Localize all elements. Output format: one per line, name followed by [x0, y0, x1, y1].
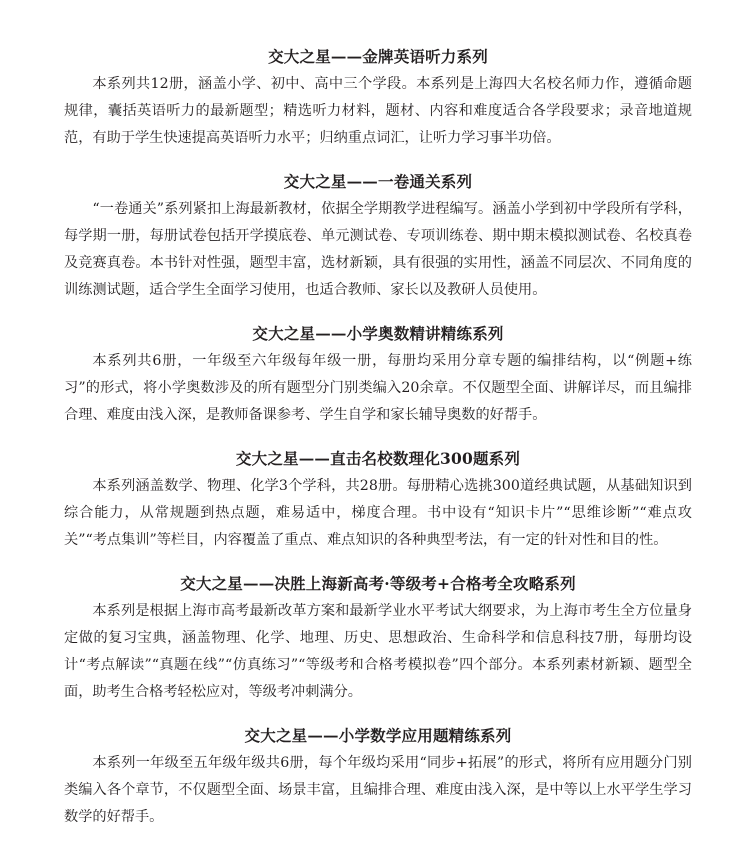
series-description: “一卷通关”系列紧扣上海最新教材，依据全学期教学进程编写。涵盖小学到初中学段所有学科，每学期一册，每册试卷包括开学摸底卷、单元测试卷、专项训练卷、期中期末模拟测试卷、名校真卷及竞赛真卷。本书针对性强，题型丰富，选材新颖，具有很强的实用性，涵盖不同层次、不同角度的训练测试题，适合学生全面学习使用，也适合教师、家长以及教研人员使用。	[64, 201, 692, 298]
series-description: 本系列一年级至五年级年级共6册，每个年级均采用“同步+拓展”的形式，将所有应用题分门别类编入各个章节，不仅题型全面、场景丰富，且编排合理、难度由浅入深，是中等以上水平学生学习数学的好帮手。	[64, 755, 692, 825]
series-title: 交大之星——一卷通关系列	[283, 172, 473, 191]
series-section-gaokao-strategy	[64, 573, 692, 706]
series-section-word-problems	[64, 725, 692, 831]
series-description: 本系列是根据上海市高考最新改革方案和最新学业水平考试大纲要求，为上海市考生全方位量身定做的复习宝典，涵盖物理、化学、地理、历史、思想政治、生命科学和信息科技7册，每册均设计“考点解读”“真题在线”“仿真练习”“等级考和合格考模拟卷”四个部分。本系列素材新颖、题型全面，助考生合格考轻松应对，等级考冲刺满分。	[64, 603, 692, 700]
series-section-english-listening	[64, 46, 692, 152]
series-title: 交大之星——决胜上海新高考·等级考+合格考全攻略系列	[180, 574, 576, 593]
series-title: 交大之星——小学数学应用题精练系列	[244, 726, 512, 745]
book-series-catalog	[64, 46, 692, 850]
series-description: 本系列共6册，一年级至六年级每年级一册，每册均采用分章专题的编排结构，以“例题+练习”的形式，将小学奥数涉及的所有题型分门别类编入20余章。不仅题型全面、讲解详尽，而且编排合理、难度由浅入深，是教师备课参考、学生自学和家长辅导奥数的好帮手。	[64, 353, 692, 423]
series-title: 交大之星——小学奥数精讲精练系列	[252, 324, 504, 343]
series-section-one-paper-pass	[64, 171, 692, 304]
series-section-olympiad-math	[64, 323, 692, 429]
series-description: 本系列共12册，涵盖小学、初中、高中三个学段。本系列是上海四大名校名师力作，遵循命题规律，囊括英语听力的最新题型；精选听力材料，题材、内容和难度适合各学段要求；录音地道规范，有助于学生快速提高英语听力水平；归纳重点词汇，让听力学习事半功倍。	[64, 76, 692, 146]
series-title: 交大之星——直击名校数理化300题系列	[235, 449, 521, 468]
series-section-300-problems	[64, 448, 692, 554]
series-title: 交大之星——金牌英语听力系列	[268, 47, 488, 66]
series-description: 本系列涵盖数学、物理、化学3个学科，共28册。每册精心选挑300道经典试题，从基础知识到综合能力，从常规题到热点题，难易适中，梯度合理。书中设有“知识卡片”“思维诊断”“难点攻关”“考点集训”等栏目，内容覆盖了重点、难点知识的各种典型考法，有一定的针对性和目的性。	[64, 478, 692, 548]
